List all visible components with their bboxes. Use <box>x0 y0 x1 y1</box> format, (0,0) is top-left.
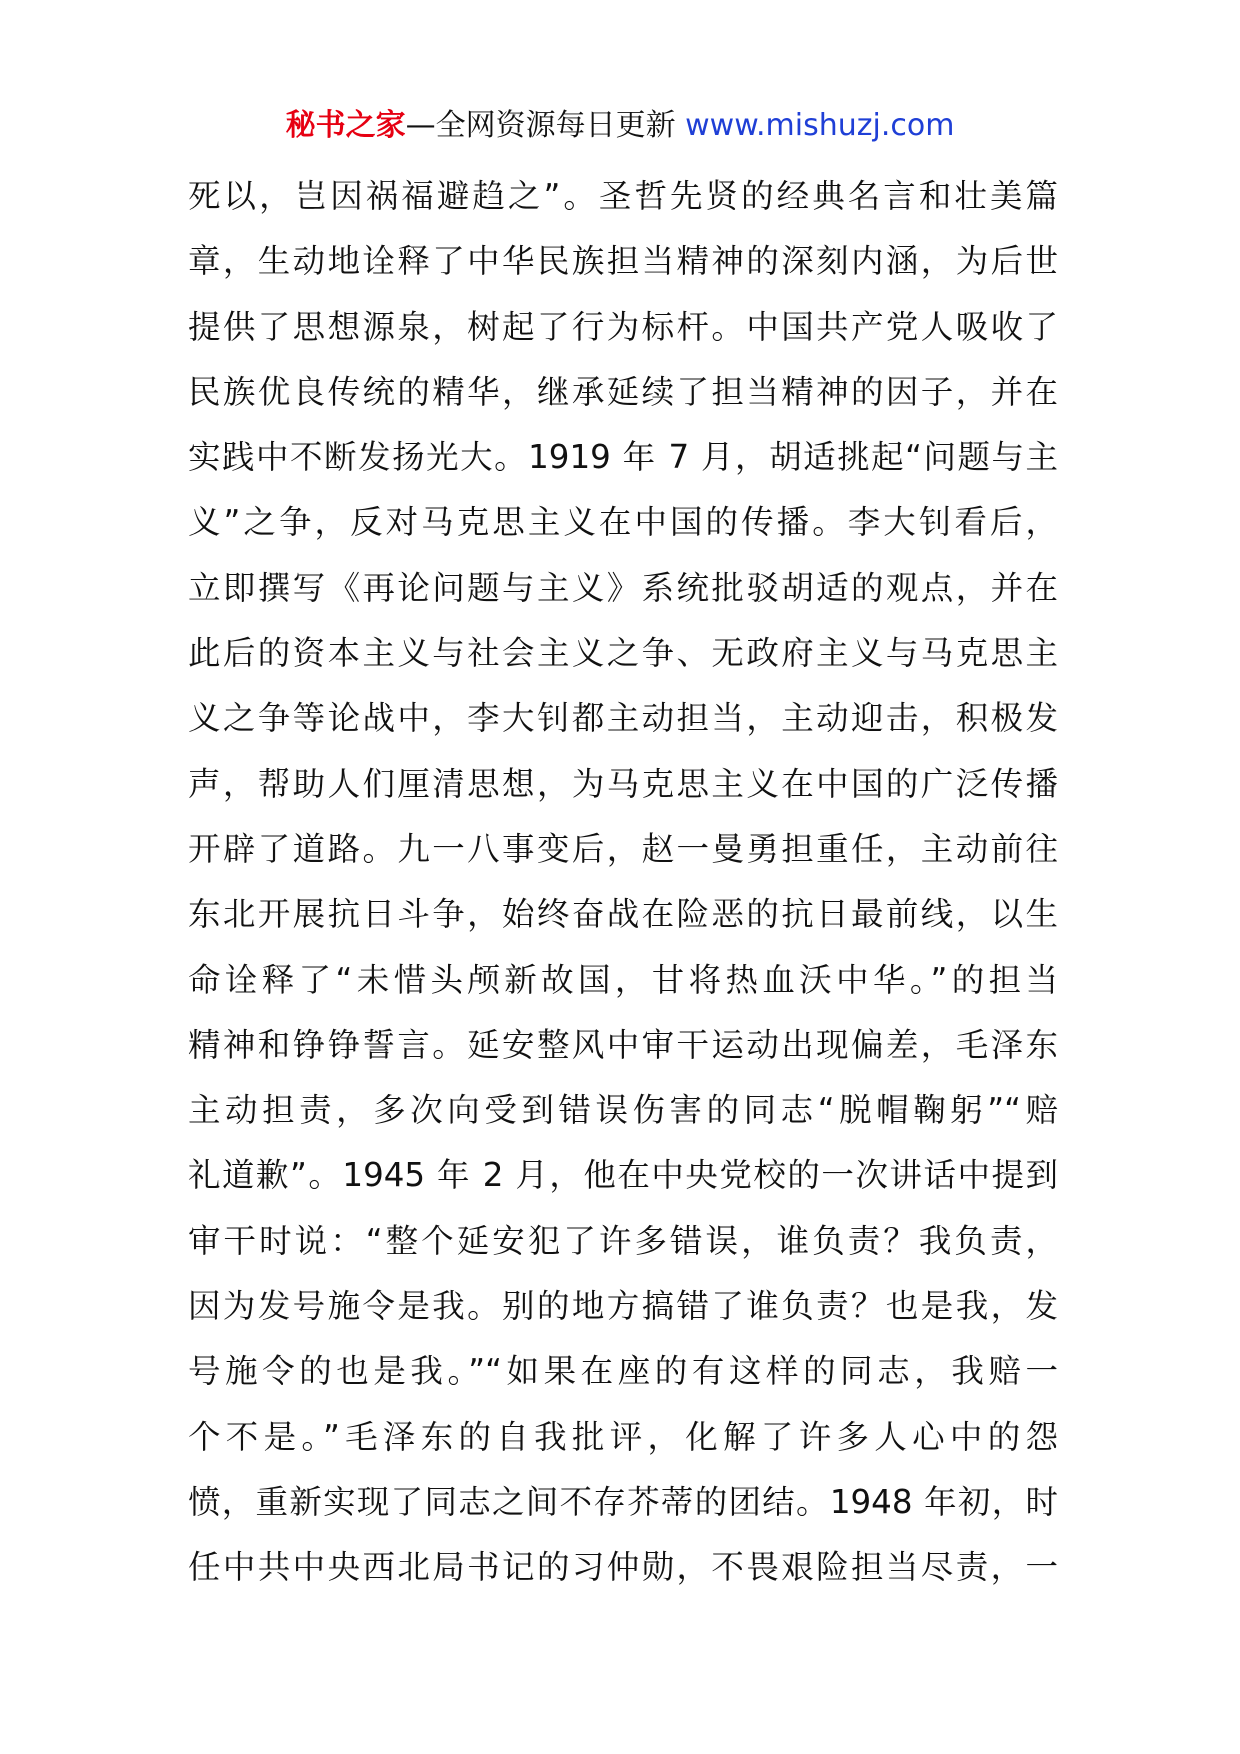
site-url-link[interactable]: www.mishuzj.com <box>685 108 955 143</box>
text-line: 提供了思想源泉，树起了行为标杆。中国共产党人吸收了 <box>188 307 1058 346</box>
text-line: 号施令的也是我。”“如果在座的有这样的同志，我赔一 <box>188 1352 1058 1391</box>
text-line: 章，生动地诠释了中华民族担当精神的深刻内涵，为后世 <box>188 242 1058 281</box>
text-line: 实践中不断发扬光大。1919 年 7 月，胡适挑起“问题与主 <box>188 438 1058 477</box>
text-line: 义”之争，反对马克思主义在中国的传播。李大钊看后， <box>188 503 1058 542</box>
site-tagline: —全网资源每日更新 <box>405 108 686 143</box>
site-brand: 秘书之家 <box>285 108 406 143</box>
document-body <box>188 164 1058 1601</box>
page-header <box>0 104 1240 148</box>
text-line: 民族优良传统的精华，继承延续了担当精神的因子，并在 <box>188 372 1058 411</box>
text-line: 审干时说：“整个延安犯了许多错误，谁负责？我负责， <box>188 1221 1058 1260</box>
text-line: 因为发号施令是我。别的地方搞错了谁负责？也是我，发 <box>188 1287 1058 1326</box>
text-line: 开辟了道路。九一八事变后，赵一曼勇担重任，主动前往 <box>188 829 1058 868</box>
text-line: 声，帮助人们厘清思想，为马克思主义在中国的广泛传播 <box>188 764 1058 803</box>
text-line: 礼道歉”。1945 年 2 月，他在中央党校的一次讲话中提到 <box>188 1156 1058 1195</box>
text-line: 命诠释了“未惜头颅新故国，甘将热血沃中华。”的担当 <box>188 960 1058 999</box>
text-line: 主动担责，多次向受到错误伤害的同志“脱帽鞠躬”“赔 <box>188 1091 1058 1130</box>
text-line: 立即撰写《再论问题与主义》系统批驳胡适的观点，并在 <box>188 568 1058 607</box>
text-line: 东北开展抗日斗争，始终奋战在险恶的抗日最前线，以生 <box>188 895 1058 934</box>
text-line: 任中共中央西北局书记的习仲勋，不畏艰险担当尽责，一 <box>188 1548 1058 1587</box>
text-line: 个不是。”毛泽东的自我批评，化解了许多人心中的怨 <box>188 1417 1058 1456</box>
text-line: 义之争等论战中，李大钊都主动担当，主动迎击，积极发 <box>188 699 1058 738</box>
text-line: 精神和铮铮誓言。延安整风中审干运动出现偏差，毛泽东 <box>188 1025 1058 1064</box>
text-line: 愤，重新实现了同志之间不存芥蒂的团结。1948 年初，时 <box>188 1482 1058 1521</box>
text-line: 此后的资本主义与社会主义之争、无政府主义与马克思主 <box>188 634 1058 673</box>
text-line: 死以，岂因祸福避趋之”。圣哲先贤的经典名言和壮美篇 <box>188 177 1058 215</box>
